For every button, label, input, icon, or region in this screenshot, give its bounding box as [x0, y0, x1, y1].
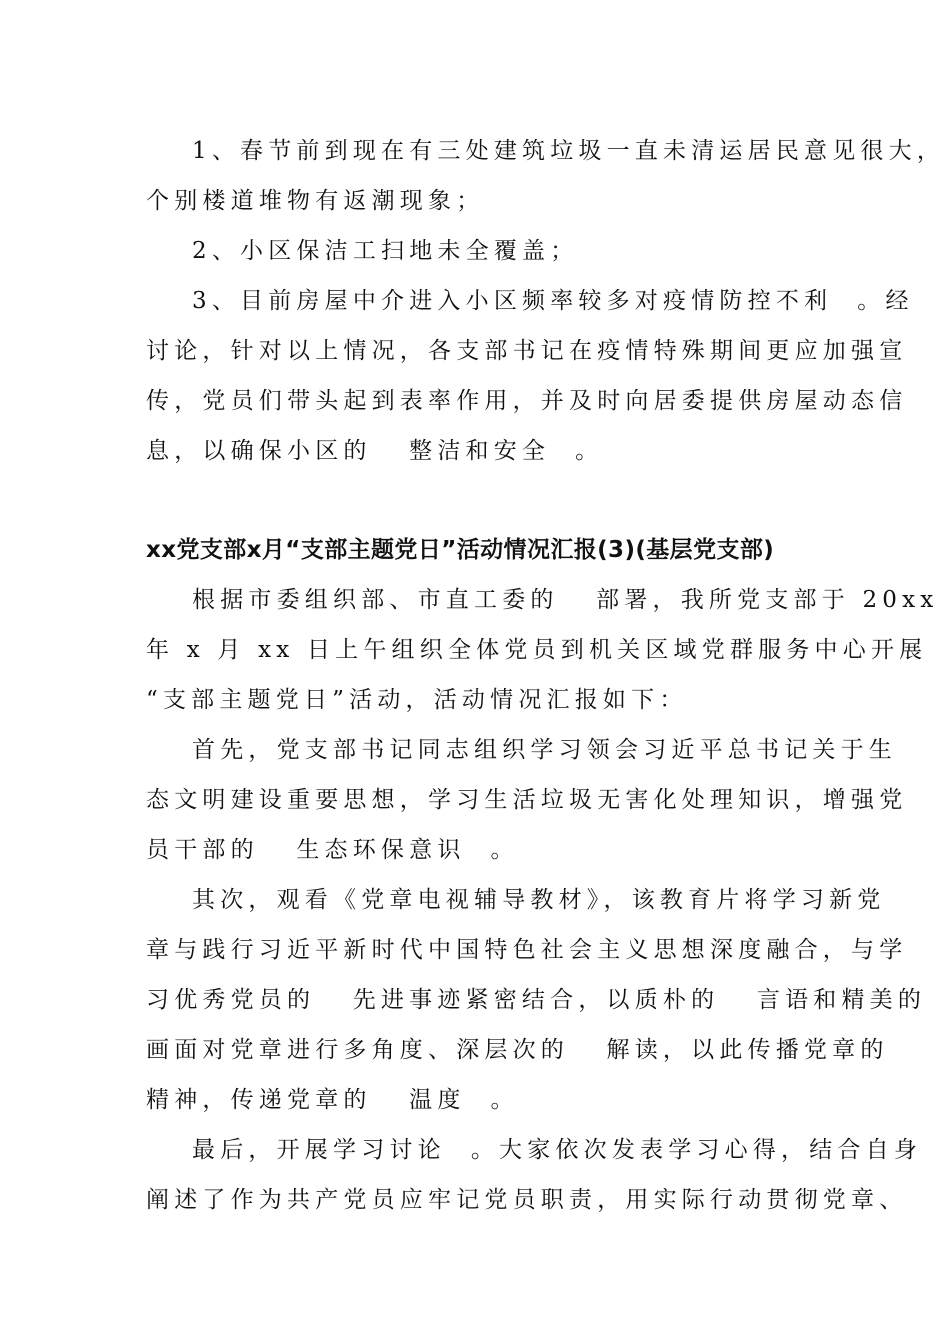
section-heading: xx党支部x月“支部主题党日”活动情况汇报(3)(基层党支部) — [146, 537, 775, 563]
paragraph-line: 首先，党支部书记同志组织学习领会习近平总书记关于生 — [192, 737, 897, 763]
paragraph-line: 讨论，针对以上情况，各支部书记在疫情特殊期间更应加强宣 — [146, 338, 908, 364]
paragraph-line: 2、小区保洁工扫地未全覆盖； — [192, 238, 579, 264]
paragraph-line: 画面对党章进行多角度、深层次的 解读，以此传播党章的 — [146, 1037, 889, 1063]
paragraph-line: 息，以确保小区的 整洁和安全 。 — [146, 438, 604, 464]
paragraph-line: 个别楼道堆物有返潮现象； — [146, 188, 485, 214]
paragraph-line: 习优秀党员的 先进事迹紧密结合，以质朴的 言语和精美的 — [146, 987, 927, 1013]
paragraph-line: 态文明建设重要思想，学习生活垃圾无害化处理知识，增强党 — [146, 787, 908, 813]
paragraph-line: 传，党员们带头起到表率作用，并及时向居委提供房屋动态信 — [146, 388, 908, 414]
paragraph-line: 阐述了作为共产党员应牢记党员职责，用实际行动贯彻党章、 — [146, 1187, 908, 1213]
paragraph-line: 最后，开展学习讨论 。大家依次发表学习心得，结合自身 — [192, 1137, 923, 1163]
paragraph-line: “支部主题党日”活动，活动情况汇报如下： — [146, 687, 688, 713]
paragraph-line: 根据市委组织部、市直工委的 部署，我所党支部于 20xx — [192, 587, 939, 613]
paragraph-line: 3、目前房屋中介进入小区频率较多对疫情防控不利 。经 — [192, 288, 914, 314]
paragraph-line: 员干部的 生态环保意识 。 — [146, 837, 519, 863]
paragraph-line: 1、春节前到现在有三处建筑垃圾一直未清运居民意见很大， — [192, 138, 946, 164]
paragraph-line: 精神，传递党章的 温度 。 — [146, 1087, 519, 1113]
paragraph-line: 其次，观看《党章电视辅导教材》，该教育片将学习新党 — [192, 887, 886, 913]
paragraph-line: 章与践行习近平新时代中国特色社会主义思想深度融合，与学 — [146, 937, 908, 963]
paragraph-line: 年 x 月 xx 日上午组织全体党员到机关区域党群服务中心开展 — [146, 637, 928, 663]
